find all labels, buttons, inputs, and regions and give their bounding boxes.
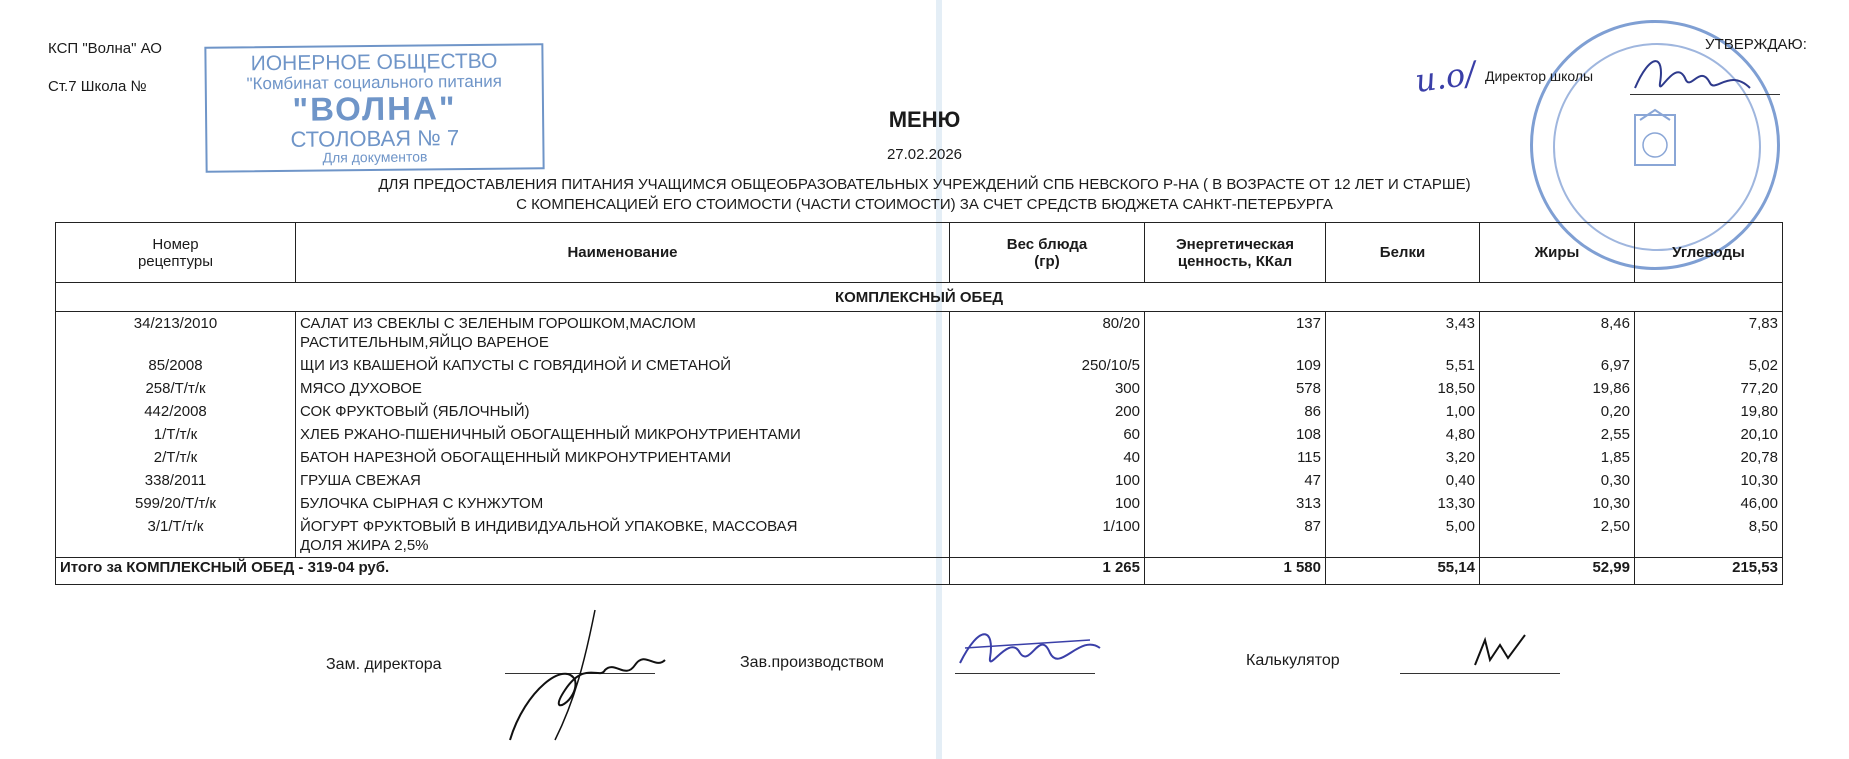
dish-fat: 1,85 [1480, 446, 1635, 469]
col-name: Наименование [296, 223, 950, 283]
stamp-line-5: Для документов [322, 148, 428, 166]
dish-name-line-1: БУЛОЧКА СЫРНАЯ С КУНЖУТОМ [300, 495, 544, 512]
dish-name [296, 492, 950, 515]
stamp-line-4: СТОЛОВАЯ № 7 [290, 124, 460, 152]
dish-fat: 0,30 [1480, 469, 1635, 492]
org-name: КСП "Волна" АО [48, 40, 162, 57]
deputy-signature-icon [505, 600, 675, 750]
school-label: Ст.7 Школа № [48, 78, 147, 95]
dish-carbs: 8,50 [1635, 515, 1783, 558]
calculator-signature-icon [1470, 630, 1530, 675]
dish-name [296, 400, 950, 423]
dish-fat: 6,97 [1480, 354, 1635, 377]
recipe-number: 2/Т/т/к [56, 446, 296, 469]
recipe-number: 1/Т/т/к [56, 423, 296, 446]
dish-carbs: 5,02 [1635, 354, 1783, 377]
dish-name-line-1: БАТОН НАРЕЗНОЙ ОБОГАЩЕННЫЙ МИКРОНУТРИЕНТАМИ [300, 449, 732, 466]
menu-title: МЕНЮ [888, 107, 961, 132]
dish-energy: 578 [1145, 377, 1326, 400]
dish-protein: 5,00 [1326, 515, 1480, 558]
dish-weight: 1/100 [950, 515, 1145, 558]
recipe-number: 338/2011 [56, 469, 296, 492]
recipe-number: 599/20/Т/т/к [56, 492, 296, 515]
dish-weight: 100 [950, 492, 1145, 515]
stamp-line-1: ИОНЕРНОЕ ОБЩЕСТВО [250, 49, 498, 76]
menu-date: 27.02.2026 [886, 146, 963, 163]
table-row [56, 469, 1783, 492]
dish-name-line-1: ЙОГУРТ ФРУКТОВЫЙ В ИНДИВИДУАЛЬНОЙ УПАКОВКЕ, МАССОВАЯ [300, 518, 798, 535]
total-energy: 1 580 [1145, 558, 1326, 585]
recipe-number: 442/2008 [56, 400, 296, 423]
dish-name [296, 354, 950, 377]
calculator-label: Калькулятор [1246, 652, 1340, 669]
dish-name-line-2: РАСТИТЕЛЬНЫМ,ЯЙЦО ВАРЕНОЕ [300, 334, 549, 351]
dish-weight: 40 [950, 446, 1145, 469]
dish-name-line-1: СОК ФРУКТОВЫЙ (ЯБЛОЧНЫЙ) [300, 403, 530, 420]
table-header-row [56, 223, 1783, 283]
dish-carbs: 10,30 [1635, 469, 1783, 492]
dish-carbs: 20,78 [1635, 446, 1783, 469]
total-row [56, 558, 1783, 585]
dish-name [296, 469, 950, 492]
recipe-number: 34/213/2010 [56, 312, 296, 355]
col-carbs: Углеводы [1635, 223, 1783, 283]
dish-carbs: 77,20 [1635, 377, 1783, 400]
dish-name [296, 377, 950, 400]
dish-energy: 137 [1145, 312, 1326, 355]
col-weight: Вес блюда (гр) [950, 223, 1145, 283]
director-signature-icon [1630, 48, 1760, 108]
dish-name-line-2: ДОЛЯ ЖИРА 2,5% [300, 537, 429, 554]
dish-energy: 87 [1145, 515, 1326, 558]
menu-table [55, 222, 1783, 585]
dish-carbs: 7,83 [1635, 312, 1783, 355]
dish-name-line-1: ХЛЕБ РЖАНО-ПШЕНИЧНЫЙ ОБОГАЩЕННЫЙ МИКРОНУТРИЕНТАМИ [300, 426, 801, 443]
table-row [56, 377, 1783, 400]
recipe-number: 3/1/Т/т/к [56, 515, 296, 558]
table-row [56, 423, 1783, 446]
dish-name [296, 446, 950, 469]
dish-protein: 4,80 [1326, 423, 1480, 446]
section-title: КОМПЛЕКСНЫЙ ОБЕД [56, 283, 1783, 312]
dish-weight: 60 [950, 423, 1145, 446]
dish-name-line-1: ГРУША СВЕЖАЯ [300, 472, 421, 489]
dish-fat: 2,55 [1480, 423, 1635, 446]
col-energy: Энергетическая ценность, ККал [1145, 223, 1326, 283]
dish-name [296, 312, 950, 355]
recipe-number: 258/Т/т/к [56, 377, 296, 400]
dish-name [296, 515, 950, 558]
dish-name-line-1: МЯСО ДУХОВОЕ [300, 380, 422, 397]
dish-energy: 115 [1145, 446, 1326, 469]
dish-protein: 5,51 [1326, 354, 1480, 377]
total-protein: 55,14 [1326, 558, 1480, 585]
dish-name-line-1: САЛАТ ИЗ СВЕКЛЫ С ЗЕЛЕНЫМ ГОРОШКОМ,МАСЛОМ [300, 315, 696, 332]
menu-rows [56, 312, 1783, 558]
dish-carbs: 19,80 [1635, 400, 1783, 423]
total-carbs: 215,53 [1635, 558, 1783, 585]
recipe-number: 85/2008 [56, 354, 296, 377]
io-handwritten-mark: и.о/ [1412, 53, 1479, 101]
table-row [56, 354, 1783, 377]
dish-weight: 300 [950, 377, 1145, 400]
dish-name [296, 423, 950, 446]
table-row [56, 400, 1783, 423]
dish-weight: 80/20 [950, 312, 1145, 355]
dish-protein: 3,20 [1326, 446, 1480, 469]
table-row [56, 515, 1783, 558]
stamp-line-2: "Комбинат социального питания [246, 71, 503, 94]
dish-energy: 86 [1145, 400, 1326, 423]
col-fat: Жиры [1480, 223, 1635, 283]
dish-energy: 313 [1145, 492, 1326, 515]
production-signature-icon [950, 618, 1110, 678]
dish-weight: 100 [950, 469, 1145, 492]
dish-carbs: 20,10 [1635, 423, 1783, 446]
dish-energy: 108 [1145, 423, 1326, 446]
dish-fat: 19,86 [1480, 377, 1635, 400]
dish-name-line-1: ЩИ ИЗ КВАШЕНОЙ КАПУСТЫ С ГОВЯДИНОЙ И СМЕТАНОЙ [300, 357, 732, 374]
approve-label: УТВЕРЖДАЮ: [1705, 36, 1807, 53]
dish-carbs: 46,00 [1635, 492, 1783, 515]
dish-fat: 8,46 [1480, 312, 1635, 355]
dish-energy: 47 [1145, 469, 1326, 492]
dish-weight: 250/10/5 [950, 354, 1145, 377]
section-row [56, 283, 1783, 312]
total-weight: 1 265 [950, 558, 1145, 585]
table-row [56, 446, 1783, 469]
dish-fat: 10,30 [1480, 492, 1635, 515]
table-row [56, 312, 1783, 355]
table-row [56, 492, 1783, 515]
dish-protein: 13,30 [1326, 492, 1480, 515]
menu-subtitle-1: ДЛЯ ПРЕДОСТАВЛЕНИЯ ПИТАНИЯ УЧАЩИМСЯ ОБЩЕОБРАЗОВАТЕЛЬНЫХ УЧРЕЖДЕНИЙ СПБ НЕВСКОГО Р-НА ( В ВОЗРАСТЕ ОТ 12 ЛЕТ И СТАРШЕ) [378, 176, 1471, 193]
dish-protein: 0,40 [1326, 469, 1480, 492]
dish-fat: 2,50 [1480, 515, 1635, 558]
dish-protein: 3,43 [1326, 312, 1480, 355]
deputy-director-label: Зам. директора [326, 656, 442, 673]
dish-energy: 109 [1145, 354, 1326, 377]
dish-weight: 200 [950, 400, 1145, 423]
total-fat: 52,99 [1480, 558, 1635, 585]
director-label: Директор школы [1485, 68, 1594, 84]
col-recipe: Номер рецептуры [56, 223, 296, 283]
production-head-label: Зав.производством [740, 654, 884, 671]
total-label: Итого за КОМПЛЕКСНЫЙ ОБЕД - 319-04 руб. [56, 558, 950, 585]
stamp-line-3: "ВОЛНА" [292, 89, 457, 128]
menu-subtitle-2: С КОМПЕНСАЦИЕЙ ЕГО СТОИМОСТИ (ЧАСТИ СТОИМОСТИ) ЗА СЧЕТ СРЕДСТВ БЮДЖЕТА САНКТ-ПЕТЕРБУРГА [516, 196, 1333, 213]
col-protein: Белки [1326, 223, 1480, 283]
dish-protein: 1,00 [1326, 400, 1480, 423]
dish-protein: 18,50 [1326, 377, 1480, 400]
dish-fat: 0,20 [1480, 400, 1635, 423]
